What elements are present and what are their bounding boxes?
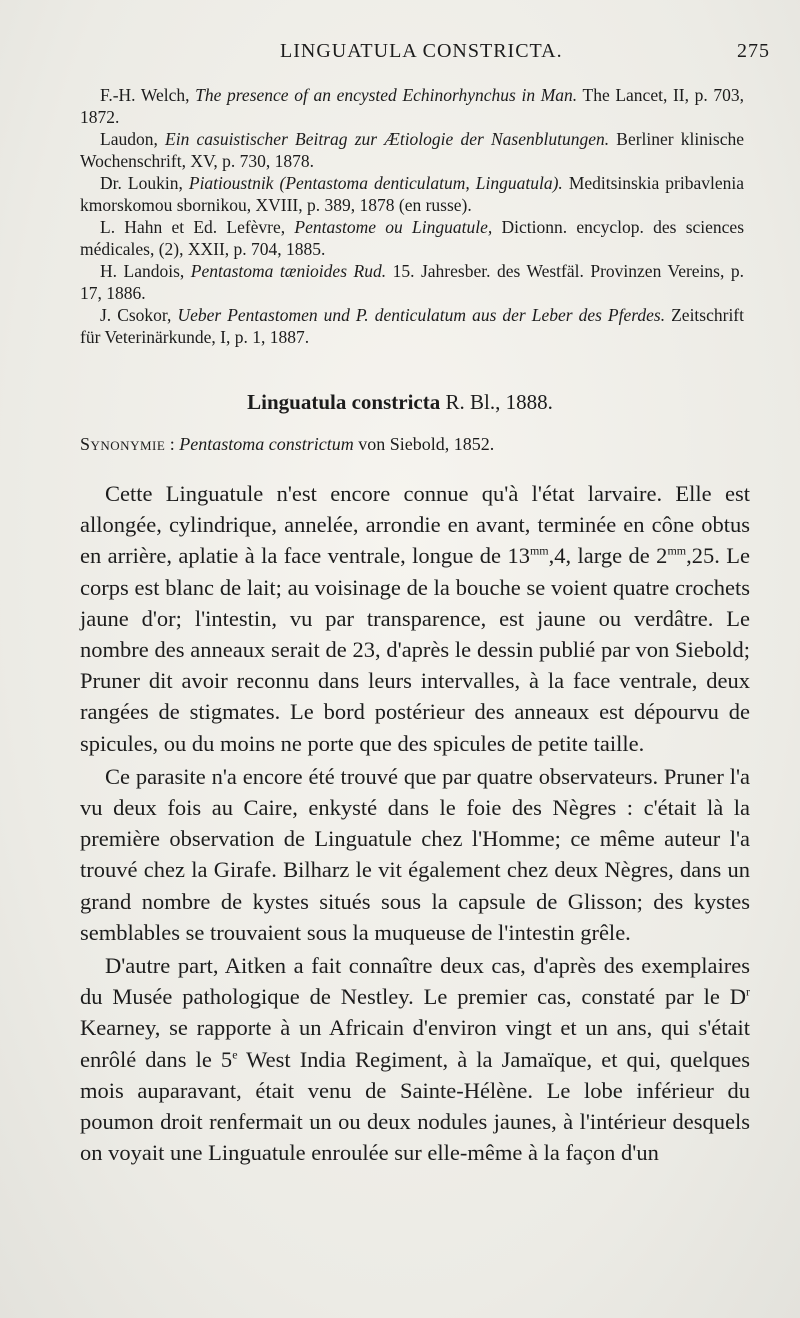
running-title: LINGUATULA CONSTRICTA.: [280, 40, 563, 62]
reference-title: Ein casuistischer Beitrag zur Ætiologie der Nasenblutungen.: [165, 129, 610, 149]
species-name: Linguatula constricta: [247, 390, 441, 414]
text-run: West India Regiment, à la Jamaïque, et qui, quelques mois auparavant, était venu de Sainte-Hélène. Le lobe inférieur du poumon droit renfermait un ou deux nodules jaunes, à l'intérieur desquels on voyait une Linguatule enroulée sur elle-même à la façon d'un: [80, 1046, 750, 1166]
synonym-name: Pentastoma constrictum: [179, 434, 354, 454]
reference-source: 15. Jahresber. des Westfäl. Provinzen Vereins, p. 17, 1886.: [80, 261, 744, 303]
reference-entry: [80, 216, 744, 260]
bibliography-list: [80, 84, 744, 348]
reference-entry: [80, 172, 744, 216]
reference-title: Ueber Pentastomen und P. denticulatum aus der Leber des Pferdes.: [177, 305, 666, 325]
reference-author: L. Hahn et Ed. Lefèvre,: [100, 217, 295, 237]
reference-entry: [80, 304, 744, 348]
paragraph-aitken: [80, 950, 750, 1168]
section-heading: [0, 390, 800, 415]
synonym-authority: von Siebold, 1852.: [353, 434, 495, 454]
reference-source: Zeitschrift für Veterinärkunde, I, p. 1, 1887.: [80, 305, 744, 347]
text-run: D'autre part, Aitken a fait connaître deux cas, d'après des exemplaires du Musée pathologique de Nestley. Le premier cas, constaté par le D: [80, 953, 750, 1010]
page-header: [80, 40, 770, 70]
species-authority: R. Bl., 1888.: [440, 390, 553, 414]
paragraph-observers: Ce parasite n'a encore été trouvé que par quatre observateurs. Pruner l'a vu deux fois au Caire, enkysté dans le foie des Nègres : c'était là la première observation de Linguatule chez l'Homme; ce même auteur l'a trouvé chez la Girafe. Bilharz le vit également chez deux Nègres, dans un grand nombre de kystes situés sous la capsule de Glisson; des kystes semblables se trouvaient sous la muqueuse de l'intestin grêle.: [80, 763, 750, 945]
superscript: mm: [667, 543, 687, 558]
body-text: [80, 478, 750, 1168]
synonymy-label: Synonymie: [80, 434, 166, 454]
reference-author: Dr. Loukin,: [100, 173, 189, 193]
paragraph-description: [80, 478, 750, 759]
reference-title: Pentastoma tænioides Rud.: [190, 261, 387, 281]
text-run: ,4, large de 2: [548, 543, 668, 569]
reference-source: Meditsinskia pribavlenia kmorskomou sbornikou, XVIII, p. 389, 1878 (en russe).: [80, 173, 744, 215]
synonymy-line: [80, 434, 744, 455]
reference-author: J. Csokor,: [100, 305, 178, 325]
superscript: mm: [529, 543, 549, 558]
reference-entry: [80, 84, 744, 128]
reference-source: The Lancet, II, p. 703, 1872.: [80, 85, 744, 127]
text-run: Kearney, se rapporte à un Africain d'environ vingt et un ans, qui s'était enrôlé dans le 5: [80, 1015, 750, 1072]
reference-author: F.-H. Welch,: [100, 85, 196, 105]
reference-source: Dictionn. encyclop. des sciences médicales, (2), XXII, p. 704, 1885.: [80, 217, 745, 259]
reference-entry: [80, 128, 744, 172]
reference-source: Berliner klinische Wochenschrift, XV, p. 730, 1878.: [80, 129, 744, 171]
page-number: 275: [737, 40, 770, 62]
reference-title: Pentastome ou Linguatule,: [294, 217, 493, 237]
reference-author: H. Landois,: [100, 261, 191, 281]
reference-title: Piatioustnik (Pentastoma denticulatum, Linguatula).: [188, 173, 563, 193]
text-run: Cette Linguatule n'est encore connue qu'à l'état larvaire. Elle est allongée, cylindrique, annelée, arrondie en avant, terminée en cône obtus en arrière, aplatie à la face ventrale, longue de 13: [80, 481, 750, 569]
reference-entry: [80, 260, 744, 304]
text-run: ,25. Le corps est blanc de lait; au voisinage de la bouche se voient quatre crochets jaune d'or; l'intestin, vu par transparence, est jaune ou verdâtre. Le nombre des anneaux serait de 23, d'après le dessin publié par von Siebold; Pruner dit avoir reconnu dans leurs intervalles, à la face ventrale, deux rangées de stigmates. Le bord postérieur des anneaux est dépourvu de spicules, ou du moins ne porte que des spicules de petite taille.: [80, 543, 751, 756]
reference-author: Laudon,: [100, 129, 166, 149]
superscript: r: [746, 984, 750, 999]
reference-title: The presence of an encysted Echinorhynchus in Man.: [195, 85, 578, 105]
synonymy-separator: :: [165, 434, 180, 454]
superscript: e: [232, 1047, 238, 1062]
